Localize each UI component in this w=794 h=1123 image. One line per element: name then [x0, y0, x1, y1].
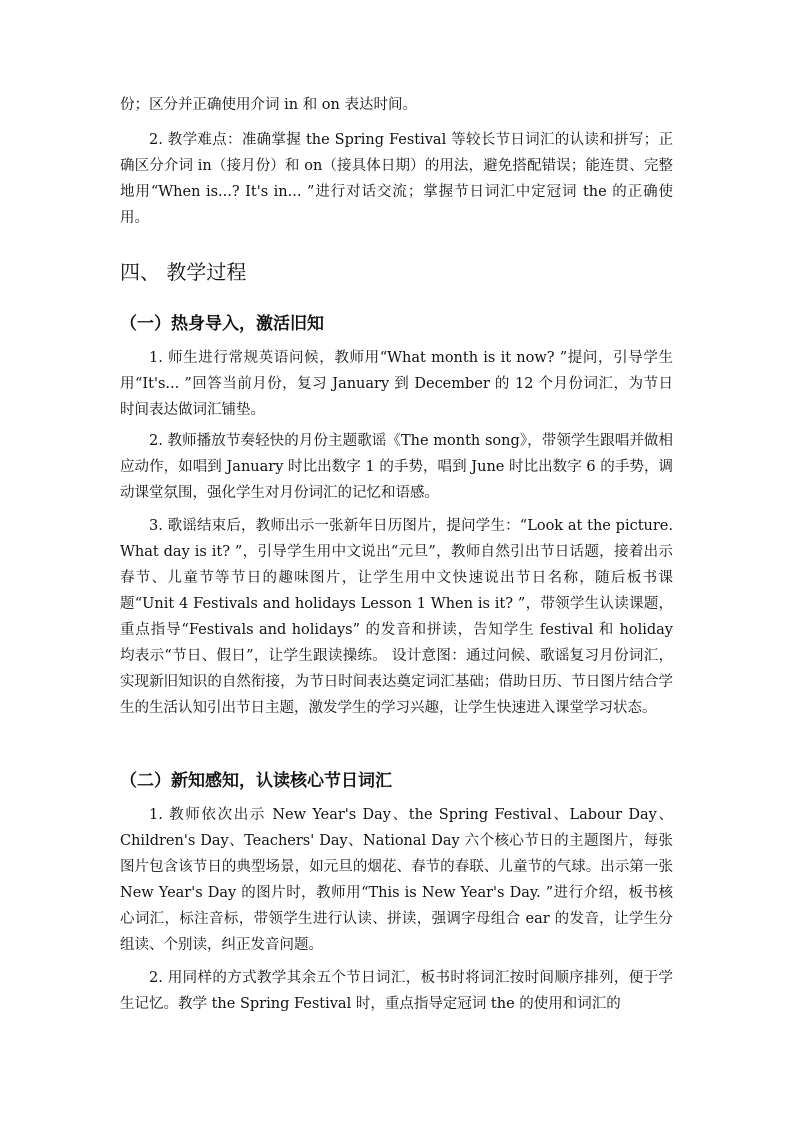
paragraph-teaching-difficulty: 2. 教学难点：准确掌握 the Spring Festival 等较长节日词汇的认读和拼写；正确区分介词 in（接月份）和 on（接具体日期）的用法，避免搭配错误；能连贯、完整地用“When is...? It's in... ”进行对话交流；掌握节日词汇中定冠词 the 的正确使用。	[120, 132, 673, 226]
paragraph-new-knowledge-2: 2. 用同样的方式教学其余五个节日词汇，板书时将词汇按时间顺序排列，便于学生记忆。教学 the Spring Festival 时，重点指导定冠词 the 的使用和词汇的	[120, 970, 673, 1012]
section-heading-teaching-process: 四、 教学过程	[120, 260, 247, 284]
paragraph-warmup-1: 1. 师生进行常规英语问候，教师用“What month is it now? ”提问，引导学生用“It's... ”回答当前月份，复习 January 到 December 的 12 个月份词汇，为节日时间表达做词汇铺垫。	[120, 350, 673, 418]
subsection-heading-warmup: （一）热身导入，激活旧知	[120, 314, 324, 334]
paragraph-difficulty-tail: 份；区分并正确使用介词 in 和 on 表达时间。	[120, 97, 417, 113]
subsection-heading-new-knowledge: （二）新知感知，认读核心节日词汇	[120, 771, 392, 791]
paragraph-new-knowledge-1: 1. 教师依次出示 New Year's Day、the Spring Festival、Labour Day、Children's Day、Teachers' Day、National Day 六个核心节日的主题图片，每张图片包含该节日的典型场景，如元旦的烟花、春节的春联、儿童节的气球。出示第一张 New Year's Day 的图片时，教师用“This is New Year's Day. ”进行介绍，板书核心词汇，标注音标，带领学生进行认读、拼读，强调字母组合 ear 的发音，让学生分组读、个别读，纠正发音问题。	[120, 807, 673, 953]
paragraph-warmup-2: 2. 教师播放节奏轻快的月份主题歌谣《The month song》，带领学生跟唱并做相应动作，如唱到 January 时比出数字 1 的手势，唱到 June 时比出数字 6 的手势，调动课堂氛围，强化学生对月份词汇的记忆和语感。	[120, 433, 673, 501]
paragraph-warmup-3: 3. 歌谣结束后，教师出示一张新年日历图片，提问学生：“Look at the picture. What day is it? ”，引导学生用中文说出“元旦”，教师自然引出节日话题，接着出示春节、儿童节等节日的趣味图片，让学生用中文快速说出节日名称，随后板书课题“Unit 4 Festivals and holidays Lesson 1 When is it? ”，带领学生认读课题，重点指导“Festivals and holidays” 的发音和拼读，告知学生 festival 和 holiday 均表示“节日、假日”，让学生跟读操练。 设计意图：通过问候、歌谣复习月份词汇，实现新旧知识的自然衔接，为节日时间表达奠定词汇基础；借助日历、节日图片结合学生的生活认知引出节日主题，激发学生的学习兴趣，让学生快速进入课堂学习状态。	[120, 518, 673, 716]
